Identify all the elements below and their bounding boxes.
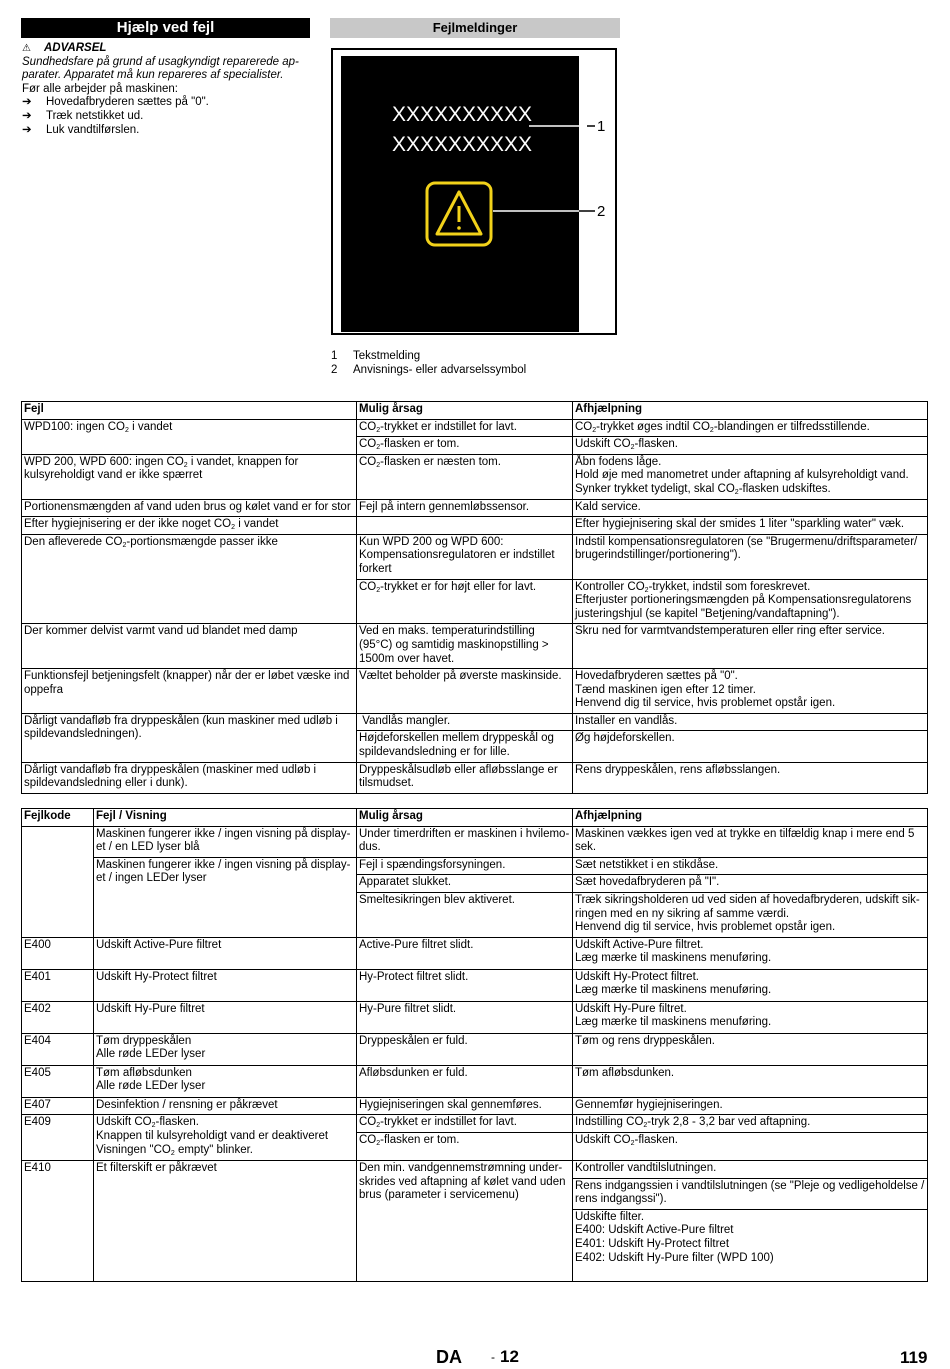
faults-table — [21, 401, 928, 794]
fault-cell: Funktionsfejl betjeningsfelt (knapper) når der er løbet væske ind oppefra — [22, 669, 357, 714]
remedy-cell: Øg højdeforskellen. — [573, 731, 928, 762]
display-illustration — [333, 50, 615, 333]
cause-cell: Kun WPD 200 og WPD 600: Kompensationsregulatoren er indstillet forkert — [357, 534, 573, 579]
table-header-row — [22, 402, 928, 420]
remedy-cell: Udskift Hy-Protect filtret. Læg mærke til maskinens menuføring. — [573, 969, 928, 1001]
remedy-cell: Maskinen vækkes igen ved at trykke en tilfældig knap i mere end 5 sek. — [573, 826, 928, 857]
code-cell: E402 — [22, 1001, 94, 1033]
table-row — [22, 534, 928, 579]
table-row — [22, 517, 928, 535]
fault-cell: Maskinen fungerer ikke / ingen visning på display- et / en LED lyser blå — [94, 826, 357, 857]
footer-dash: - — [491, 1350, 495, 1364]
intro-text: Før alle arbejder på maskinen: — [22, 82, 178, 95]
cause-cell: $CO_2$-flasken er tom. — [357, 437, 573, 455]
table-row — [22, 419, 928, 437]
fault-cell: Udskift $CO_2$-flasken. Knappen til kulsyreholdigt vand er deaktiveret Visningen "$CO_2$ empty" blinker. — [94, 1115, 357, 1161]
cause-cell: Hy-Pure filtret slidt. — [357, 1001, 573, 1033]
remedy-cell: Træk sikringsholderen ud ved siden af hovedafbryderen, udskift sik- ringen med en ny sikring af samme værdi. Henvend dig til service, hvis problemet opstår igen. — [573, 892, 928, 937]
remedy-cell: Tøm og rens dryppeskålen. — [573, 1033, 928, 1065]
remedy-cell: Efter hygiejnisering skal der smides 1 liter "sparkling water" væk. — [573, 517, 928, 535]
callout-1: 1 — [597, 118, 606, 135]
table-row — [22, 669, 928, 714]
column-header: Mulig årsag — [357, 402, 573, 420]
figure-legend — [331, 349, 526, 377]
remedy-cell: Udskifte filter. E400: Udskift Active-Pure filtret E401: Udskift Hy-Protect filtret E402: Udskift Hy-Pure filter (WPD 100) — [573, 1209, 928, 1281]
remedy-cell: Udskift $CO_2$-flasken. — [573, 1132, 928, 1160]
table-row — [22, 499, 928, 517]
table-row — [22, 1115, 928, 1133]
legend-item: 1 Tekstmelding — [331, 350, 421, 362]
column-header: Fejlkode — [22, 809, 94, 827]
column-header: Afhjælpning — [573, 402, 928, 420]
fault-cell: Dårligt vandafløb fra dryppeskålen (kun maskiner med udløb i spildevandsledningen). — [22, 713, 357, 762]
legend-item: 2 Anvisnings- eller advarselssymbol — [331, 364, 527, 376]
footer-language: DA — [436, 1347, 462, 1367]
footer-section-page: 12 — [500, 1347, 519, 1366]
remedy-cell: Rens indgangssien i vandtilslutningen (se "Pleje og vedligeholdelse / rens indgangssi"). — [573, 1178, 928, 1209]
error-messages-title: Fejlmeldinger — [330, 18, 620, 38]
code-cell — [22, 826, 94, 937]
remedy-cell: Kald service. — [573, 499, 928, 517]
fault-cell: Udskift Active-Pure filtret — [94, 937, 357, 969]
warning-triangle-icon: ⚠ — [22, 43, 31, 54]
code-cell: E409 — [22, 1115, 94, 1161]
display-text-line2: XXXXXXXXXX — [392, 133, 533, 156]
table-row — [22, 454, 928, 499]
step-item: ➔ Hovedafbryderen sættes på "0". — [22, 96, 209, 109]
remedy-cell: Kontroller $CO_2$-trykket, indstil som foreskrevet. Efterjuster portioneringsmængden på Kompensationsregulatorens justeringshjul (se kapitel "Betjening/vandaftapning"). — [573, 579, 928, 624]
remedy-cell: Skru ned for varmtvandstemperaturen eller ring efter service. — [573, 624, 928, 669]
column-header: Fejl / Visning — [94, 809, 357, 827]
cause-cell: $CO_2$-flasken er næsten tom. — [357, 454, 573, 499]
remedy-cell: $CO_2$-trykket øges indtil $CO_2$-blandingen er tilfredsstillende. — [573, 419, 928, 437]
display-figure — [331, 48, 617, 335]
help-section-title: Hjælp ved fejl — [21, 18, 310, 38]
code-cell: E401 — [22, 969, 94, 1001]
table-row — [22, 826, 928, 857]
step-item: ➔ Luk vandtilførslen. — [22, 123, 140, 136]
table-row — [22, 713, 928, 731]
fault-cell: Tøm afløbsdunken Alle røde LEDer lyser — [94, 1065, 357, 1097]
warning-text-line2: parater. Apparatet må kun repareres af specialister. — [22, 69, 284, 82]
code-cell: E405 — [22, 1065, 94, 1097]
cause-cell: Under timerdriften er maskinen i hvilemo- dus. — [357, 826, 573, 857]
column-header: Fejl — [22, 402, 357, 420]
cause-cell: Hy-Protect filtret slidt. — [357, 969, 573, 1001]
code-cell: E410 — [22, 1160, 94, 1281]
cause-cell: Fejl i spændingsforsyningen. — [357, 857, 573, 875]
table-row — [22, 624, 928, 669]
arrow-right-icon: ➔ — [22, 109, 32, 122]
cause-cell — [357, 517, 573, 535]
arrow-right-icon: ➔ — [22, 123, 32, 136]
remedy-cell: Udskift $CO_2$-flasken. — [573, 437, 928, 455]
cause-cell: Active-Pure filtret slidt. — [357, 937, 573, 969]
table-row — [22, 1065, 928, 1097]
table-header-row — [22, 809, 928, 827]
table-row — [22, 937, 928, 969]
fault-cell: Desinfektion / rensning er påkrævet — [94, 1097, 357, 1115]
column-header: Afhjælpning — [573, 809, 928, 827]
column-header: Mulig årsag — [357, 809, 573, 827]
remedy-cell: Udskift Hy-Pure filtret. Læg mærke til maskinens menuføring. — [573, 1001, 928, 1033]
cause-cell: Dryppeskålen er fuld. — [357, 1033, 573, 1065]
display-text-line1: XXXXXXXXXX — [392, 103, 533, 126]
warning-block — [22, 42, 312, 137]
remedy-cell: Sæt netstikket i en stikdåse. — [573, 857, 928, 875]
table-row — [22, 1160, 928, 1178]
cause-cell: $CO_2$-trykket er for højt eller for lavt. — [357, 579, 573, 624]
code-cell: E407 — [22, 1097, 94, 1115]
remedy-cell: Sæt hovedafbryderen på "I". — [573, 875, 928, 893]
table-row — [22, 969, 928, 1001]
fault-cell: Udskift Hy-Protect filtret — [94, 969, 357, 1001]
table-row — [22, 1033, 928, 1065]
cause-cell: $CO_2$-trykket er indstillet for lavt. — [357, 419, 573, 437]
cause-cell: Afløbsdunken er fuld. — [357, 1065, 573, 1097]
table-row — [22, 762, 928, 793]
remedy-cell: Gennemfør hygiejniseringen. — [573, 1097, 928, 1115]
fault-cell: WPD100: ingen $CO_2$ i vandet — [22, 419, 357, 454]
cause-cell: Apparatet slukket. — [357, 875, 573, 893]
fault-cell: Maskinen fungerer ikke / ingen visning på display- et / ingen LEDer lyser — [94, 857, 357, 937]
remedy-cell: Indstil kompensationsregulatoren (se "Brugermenu/driftsparameter/ brugerindstillinger/portionering"). — [573, 534, 928, 579]
error-codes-table — [21, 808, 928, 1282]
fault-cell: Efter hygiejnisering er der ikke noget $CO_2$ i vandet — [22, 517, 357, 535]
remedy-cell: Rens dryppeskålen, rens afløbsslangen. — [573, 762, 928, 793]
fault-cell: Dårligt vandafløb fra dryppeskålen (maskiner med udløb i spildevandsledning eller i dunk). — [22, 762, 357, 793]
fault-cell: Tøm dryppeskålen Alle røde LEDer lyser — [94, 1033, 357, 1065]
cause-cell: Hygiejniseringen skal gennemføres. — [357, 1097, 573, 1115]
remedy-cell: Kontroller vandtilslutningen. — [573, 1160, 928, 1178]
cause-cell: Den min. vandgennemstrømning under- skrides ved aftapning af kølet vand uden brus (parameter i servicemenu) — [357, 1160, 573, 1281]
fault-cell: WPD 200, WPD 600: ingen $CO_2$ i vandet, knappen for kulsyreholdigt vand er ikke spærret — [22, 454, 357, 499]
table-row — [22, 1097, 928, 1115]
cause-cell: Smeltesikringen blev aktiveret. — [357, 892, 573, 937]
warning-label: ADVARSEL — [44, 42, 107, 54]
remedy-cell: Indstilling $CO_2$-tryk 2,8 - 3,2 bar ved aftapning. — [573, 1115, 928, 1133]
cause-cell: Højdeforskellen mellem dryppeskål og spildevandsledning er for lille. — [357, 731, 573, 762]
code-cell: E400 — [22, 937, 94, 969]
arrow-right-icon: ➔ — [22, 96, 32, 109]
remedy-cell: Tøm afløbsdunken. — [573, 1065, 928, 1097]
page-number: 119 — [900, 1348, 928, 1367]
cause-cell: Ved en maks. temperaturindstilling (95°C) og samtidig maskinopstilling > 1500m over havet. — [357, 624, 573, 669]
cause-cell: Dryppeskålsudløb eller afløbsslange er tilsmudset. — [357, 762, 573, 793]
fault-cell: Der kommer delvist varmt vand ud blandet med damp — [22, 624, 357, 669]
warning-text-line1: Sundhedsfare på grund af usagkyndigt reparerede ap- — [22, 55, 299, 68]
step-item: ➔ Træk netstikket ud. — [22, 109, 144, 122]
remedy-cell: Installer en vandlås. — [573, 713, 928, 731]
cause-cell: Væltet beholder på øverste maskinside. — [357, 669, 573, 714]
callout-2: 2 — [597, 203, 606, 220]
remedy-cell: Åbn fodens låge. Hold øje med manometret under aftapning af kulsyreholdigt vand. Synker trykket tydeligt, skal $CO_2$-flasken udskiftes. — [573, 454, 928, 499]
fault-cell: Den afleverede $CO_2$-portionsmængde passer ikke — [22, 534, 357, 624]
cause-cell: $CO_2$-flasken er tom. — [357, 1132, 573, 1160]
remedy-cell: Udskift Active-Pure filtret. Læg mærke til maskinens menuføring. — [573, 937, 928, 969]
cause-cell: Vandlås mangler. — [357, 713, 573, 731]
cause-cell: Fejl på intern gennemløbssensor. — [357, 499, 573, 517]
remedy-cell: Hovedafbryderen sættes på "0". Tænd maskinen igen efter 12 timer. Henvend dig til service, hvis problemet opstår igen. — [573, 669, 928, 714]
cause-cell: $CO_2$-trykket er indstillet for lavt. — [357, 1115, 573, 1133]
table-row — [22, 1001, 928, 1033]
code-cell: E404 — [22, 1033, 94, 1065]
table-row — [22, 857, 928, 875]
fault-cell: Et filterskift er påkrævet — [94, 1160, 357, 1281]
fault-cell: Udskift Hy-Pure filtret — [94, 1001, 357, 1033]
fault-cell: Portionensmængden af vand uden brus og kølet vand er for stor — [22, 499, 357, 517]
